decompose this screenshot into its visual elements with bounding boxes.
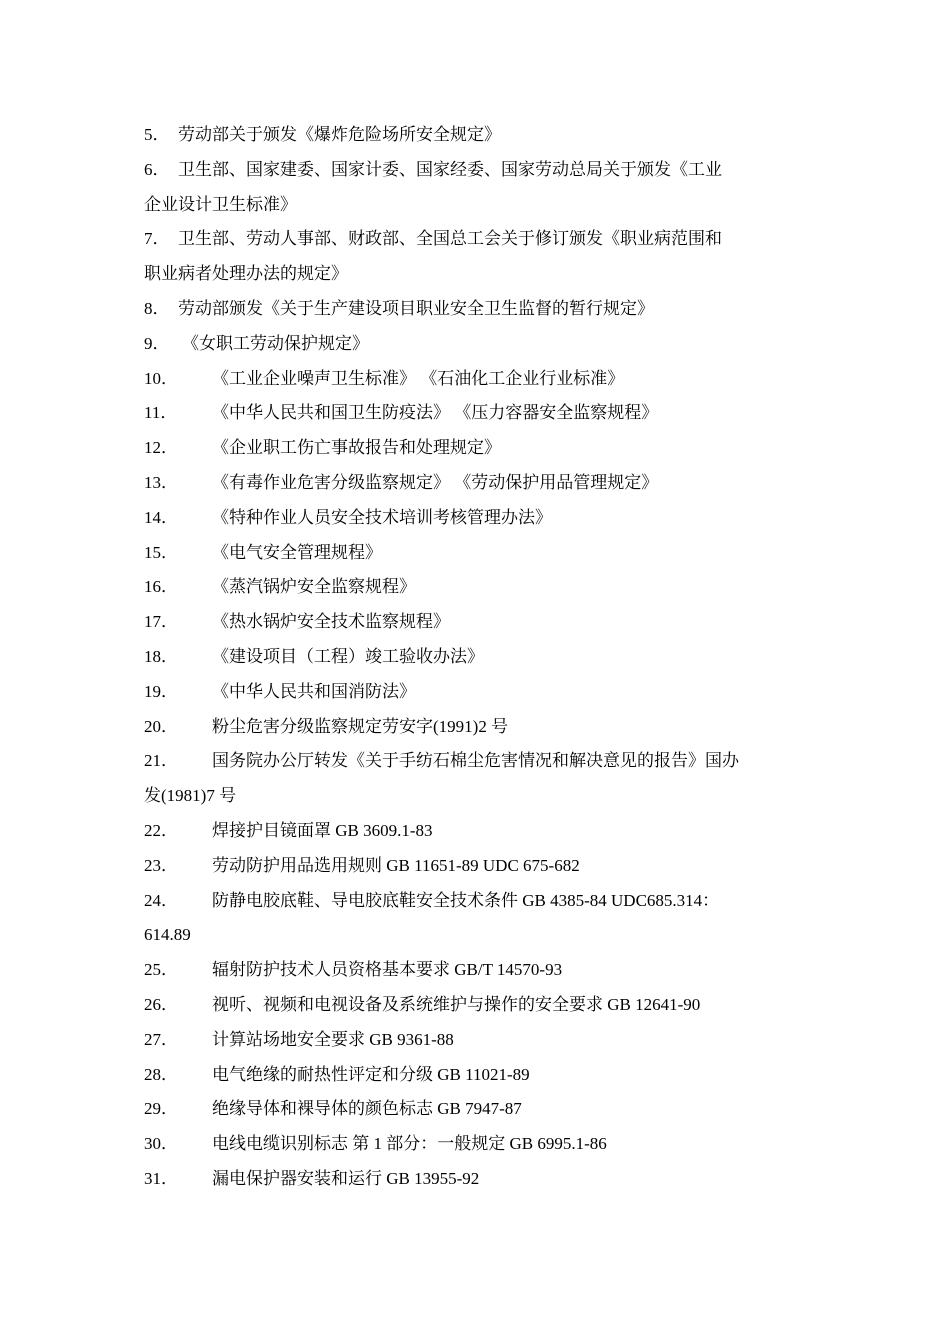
list-item bbox=[144, 1058, 810, 1093]
item-number: 7． bbox=[144, 229, 170, 249]
list-item bbox=[144, 362, 810, 397]
item-text: 《中华人民共和国卫生防疫法》 《压力容器安全监察规程》 bbox=[212, 403, 659, 423]
item-number: 9． bbox=[144, 333, 170, 353]
list-item bbox=[144, 1023, 810, 1058]
item-text: 《电气安全管理规程》 bbox=[212, 542, 382, 562]
item-number: 27． bbox=[144, 1029, 178, 1049]
item-number: 24． bbox=[144, 890, 178, 910]
item-text: 《有毒作业危害分级监察规定》 《劳动保护用品管理规定》 bbox=[212, 472, 659, 492]
item-text: 视听、视频和电视设备及系统维护与操作的安全要求 GB 12641-90 bbox=[212, 994, 701, 1014]
item-number: 8． bbox=[144, 298, 170, 318]
list-item bbox=[144, 744, 810, 779]
item-text: 劳动防护用品选用规则 GB 11651-89 UDC 675-682 bbox=[212, 855, 580, 875]
item-number: 15． bbox=[144, 542, 178, 562]
list-item bbox=[144, 675, 810, 710]
item-text: 《特种作业人员安全技术培训考核管理办法》 bbox=[212, 507, 552, 527]
list-item bbox=[144, 814, 810, 849]
item-text: 国务院办公厅转发《关于手纺石棉尘危害情况和解决意见的报告》国办 bbox=[212, 751, 739, 771]
item-number: 19． bbox=[144, 681, 178, 701]
item-text: 粉尘危害分级监察规定劳安字(1991)2 号 bbox=[212, 716, 509, 736]
item-text-continuation: 发(1981)7 号 bbox=[144, 786, 237, 806]
item-number: 12． bbox=[144, 438, 178, 458]
list-item bbox=[144, 849, 810, 884]
item-text: 卫生部、劳动人事部、财政部、全国总工会关于修订颁发《职业病范围和 bbox=[178, 229, 722, 249]
list-item bbox=[144, 640, 810, 675]
item-number: 6． bbox=[144, 159, 170, 179]
item-text: 辐射防护技术人员资格基本要求 GB/T 14570-93 bbox=[212, 960, 563, 980]
list-item bbox=[144, 884, 810, 919]
item-text: 《建设项目（工程）竣工验收办法》 bbox=[212, 646, 484, 666]
list-item bbox=[144, 501, 810, 536]
list-item bbox=[144, 710, 810, 745]
list-item bbox=[144, 1092, 810, 1127]
item-text: 焊接护目镜面罩 GB 3609.1-83 bbox=[212, 820, 433, 840]
item-number: 22． bbox=[144, 820, 178, 840]
item-number: 29． bbox=[144, 1099, 178, 1119]
item-number: 25． bbox=[144, 960, 178, 980]
list-item bbox=[144, 327, 810, 362]
item-text-continuation: 职业病者处理办法的规定》 bbox=[144, 264, 348, 284]
item-number: 31． bbox=[144, 1168, 178, 1188]
item-number: 28． bbox=[144, 1064, 178, 1084]
item-number: 23． bbox=[144, 855, 178, 875]
list-item bbox=[144, 1127, 810, 1162]
item-number: 13． bbox=[144, 472, 178, 492]
item-text: 计算站场地安全要求 GB 9361-88 bbox=[212, 1029, 454, 1049]
item-text: 电线电缆识别标志 第 1 部分：一般规定 GB 6995.1-86 bbox=[212, 1134, 607, 1154]
list-item bbox=[144, 1162, 810, 1197]
item-text: 漏电保护器安装和运行 GB 13955-92 bbox=[212, 1168, 480, 1188]
list-item bbox=[144, 118, 810, 153]
item-text: 《女职工劳动保护规定》 bbox=[182, 333, 369, 353]
item-number: 10． bbox=[144, 368, 178, 388]
list-item bbox=[144, 570, 810, 605]
item-text-continuation: 614.89 bbox=[144, 925, 191, 945]
item-text: 卫生部、国家建委、国家计委、国家经委、国家劳动总局关于颁发《工业 bbox=[178, 159, 722, 179]
item-number: 21． bbox=[144, 751, 178, 771]
document-page bbox=[144, 118, 810, 1197]
item-text: 劳动部关于颁发《爆炸危险场所安全规定》 bbox=[178, 125, 501, 144]
list-item bbox=[144, 222, 810, 257]
item-number: 16． bbox=[144, 577, 178, 597]
item-number: 26． bbox=[144, 994, 178, 1014]
item-text: 《蒸汽锅炉安全监察规程》 bbox=[212, 577, 416, 597]
list-item bbox=[144, 953, 810, 988]
list-item bbox=[144, 292, 810, 327]
item-text: 电气绝缘的耐热性评定和分级 GB 11021-89 bbox=[212, 1064, 530, 1084]
list-item bbox=[144, 536, 810, 571]
list-item bbox=[144, 153, 810, 188]
item-text: 绝缘导体和裸导体的颜色标志 GB 7947-87 bbox=[212, 1099, 522, 1119]
item-number: 17． bbox=[144, 612, 178, 632]
item-text: 《中华人民共和国消防法》 bbox=[212, 681, 416, 701]
list-item bbox=[144, 605, 810, 640]
item-text: 《工业企业噪声卫生标准》 《石油化工企业行业标准》 bbox=[212, 368, 625, 388]
item-text: 《热水锅炉安全技术监察规程》 bbox=[212, 612, 450, 632]
list-item bbox=[144, 466, 810, 501]
item-number: 20． bbox=[144, 716, 178, 736]
item-number: 11． bbox=[144, 403, 178, 423]
list-item bbox=[144, 396, 810, 431]
item-number: 14． bbox=[144, 507, 178, 527]
item-number: 30． bbox=[144, 1134, 178, 1154]
item-text-continuation: 企业设计卫生标准》 bbox=[144, 194, 297, 214]
list-item bbox=[144, 431, 810, 466]
item-number: 5． bbox=[144, 125, 170, 144]
list-item bbox=[144, 988, 810, 1023]
item-number: 18． bbox=[144, 646, 178, 666]
item-text: 《企业职工伤亡事故报告和处理规定》 bbox=[212, 438, 501, 458]
item-text: 劳动部颁发《关于生产建设项目职业安全卫生监督的暂行规定》 bbox=[178, 298, 654, 318]
item-text: 防静电胶底鞋、导电胶底鞋安全技术条件 GB 4385-84 UDC685.314： bbox=[212, 890, 720, 910]
